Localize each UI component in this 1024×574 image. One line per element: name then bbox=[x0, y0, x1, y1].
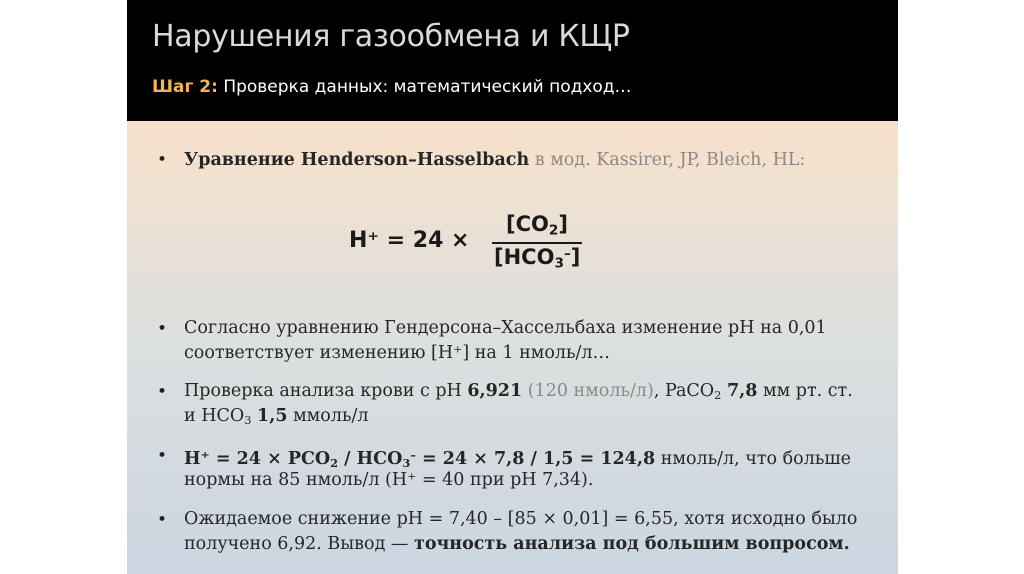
bullet-2-line-2: соответствует изменению [H⁺] на 1 нмоль/л… bbox=[184, 343, 611, 363]
slide-subtitle bbox=[152, 77, 632, 97]
slide bbox=[127, 0, 898, 574]
bullet-marker: • bbox=[157, 150, 168, 170]
bullet-marker: • bbox=[157, 382, 168, 402]
bullet-marker: • bbox=[157, 510, 168, 530]
formula-numerator: $[CO_2]$ bbox=[506, 212, 568, 239]
bullet-5-line-2: получено 6,92. Вывод — точность анализа под большим вопросом. bbox=[184, 534, 850, 554]
bullet-3-line-2: и $HCO_3$ 1,5 ммоль/л bbox=[184, 406, 369, 427]
bullet-4-line-1: $H^+ = 24 \times PCO_2 / HCO_3^- = 24 \times 7,8 / 1,5 = 124,8$ нмоль/л, что больше bbox=[184, 448, 851, 470]
bullet-marker: • bbox=[157, 319, 168, 339]
bullet-2-line-1: Согласно уравнению Гендерсона–Хассельбаха изменение pH на 0,01 bbox=[184, 318, 827, 338]
henderson-formula bbox=[349, 212, 609, 272]
formula-lhs: H⁺ = 24 × bbox=[349, 228, 470, 253]
slide-header bbox=[127, 0, 898, 121]
fraction-bar bbox=[492, 242, 582, 244]
equation-name: Уравнение Henderson–Hasselbach bbox=[184, 150, 530, 170]
slide-title: Нарушения газообмена и КЩР bbox=[152, 19, 630, 54]
bullet-3-line-1: Проверка анализа крови с pH 6,921 (120 нмоль/л), PaCO$_2$ 7,8 мм рт. ст. bbox=[184, 381, 853, 402]
bullet-marker: • bbox=[157, 446, 168, 466]
bullet-4-line-2: нормы на 85 нмоль/л (H⁺ = 40 при pH 7,34). bbox=[184, 470, 594, 490]
formula-denominator: $[HCO_3^-]$ bbox=[494, 245, 581, 272]
bullet-1-text bbox=[184, 148, 805, 172]
bullet-5-line-1: Ожидаемое снижение pH = 7,40 – [85 × 0,01] = 6,55, хотя исходно было bbox=[184, 509, 858, 529]
step-text: Проверка данных: математический подход… bbox=[223, 77, 632, 97]
step-label: Шаг 2: bbox=[152, 77, 218, 97]
equation-source: в мод. Kassirer, JP, Bleich, HL: bbox=[534, 150, 806, 170]
